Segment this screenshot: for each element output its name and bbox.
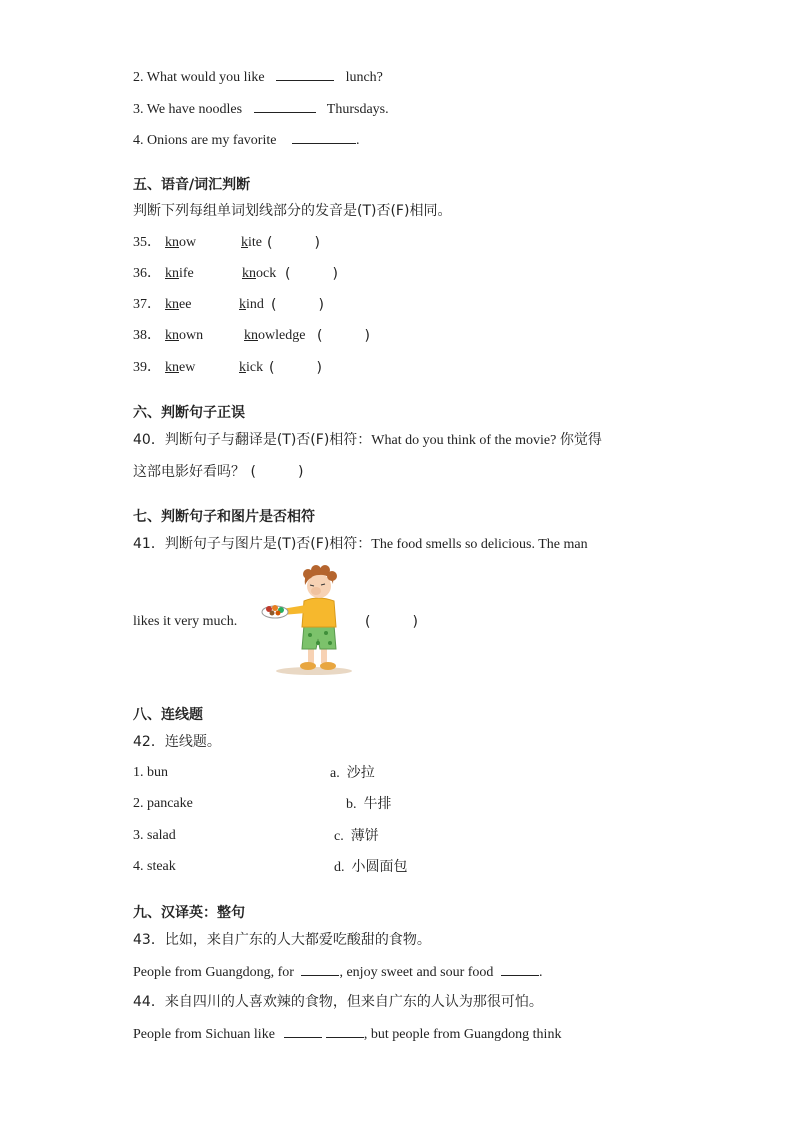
underlined-letters: kn [244, 328, 258, 343]
section-5-instruction: 判断下列每组单词划线部分的发音是(T)否(F)相同。 [133, 203, 452, 219]
answer-parentheses[interactable]: ( ) [271, 297, 324, 313]
question-41-line-1 [133, 534, 588, 555]
question-text: What would you like [146, 70, 265, 85]
sentence-part: , enjoy sweet and sour food [339, 965, 494, 980]
section-9-title: 九、汉译英：整句 [133, 905, 245, 921]
option-word: 小圆面包 [351, 859, 408, 875]
underlined-letters: kn [165, 266, 179, 281]
word-rest: ick [246, 360, 264, 375]
answer-parentheses[interactable]: ( ) [250, 464, 304, 480]
section-5-title: 五、语音/词汇判断 [133, 177, 251, 193]
underlined-letters: k [241, 235, 248, 250]
question-40-line-2 [133, 462, 303, 483]
question-number: 35． [133, 235, 161, 250]
answer-parentheses[interactable]: ( ) [269, 360, 322, 376]
question-translation: 这部电影好看吗？ [133, 464, 245, 480]
question-instruction: 判断句子与翻译是(T)否(F)相符： [164, 432, 372, 448]
sentence-part: . [538, 965, 543, 980]
phonics-item-35 [133, 233, 320, 253]
match-right-b[interactable] [346, 794, 392, 815]
answer-parentheses[interactable]: ( ) [365, 614, 418, 630]
sentence-part: People from Sichuan like [133, 1027, 275, 1042]
question-text: Onions are my favorite [147, 133, 277, 148]
answer-blank[interactable] [501, 961, 539, 976]
option-letter: d. [334, 860, 345, 875]
question-text: We have noodles [146, 102, 243, 117]
answer-blank[interactable] [254, 98, 316, 113]
match-right-c[interactable] [334, 826, 379, 847]
word-rest: ite [248, 235, 262, 250]
question-3 [133, 98, 389, 120]
answer-blank[interactable] [284, 1023, 322, 1038]
question-44-chinese: 44．来自四川的人喜欢辣的食物，但来自广东的人认为那很可怕。 [133, 994, 543, 1010]
option-letter: c. [334, 829, 344, 844]
underlined-letters: kn [165, 297, 179, 312]
question-number: 36． [133, 266, 161, 281]
shoe [300, 662, 316, 670]
question-number: 39． [133, 360, 161, 375]
underlined-letters: kn [165, 360, 179, 375]
word-rest: ock [256, 266, 277, 281]
phonics-item-37 [133, 295, 324, 315]
question-text: . [355, 133, 360, 148]
underlined-letters: kn [165, 235, 179, 250]
shoe [320, 662, 336, 670]
question-number: 3. [133, 102, 144, 117]
section-8-title: 八、连线题 [133, 707, 203, 723]
question-number: 37． [133, 297, 161, 312]
question-number: 40． [133, 432, 165, 448]
option-word: 牛排 [363, 796, 392, 812]
shirt [302, 598, 336, 627]
section-7-title: 七、判断句子和图片是否相符 [133, 509, 315, 525]
match-left-3[interactable]: 3. salad [133, 828, 176, 843]
question-instruction: 判断句子与图片是(T)否(F)相符： [164, 536, 372, 552]
option-word: 薄饼 [350, 828, 379, 844]
option-word: 沙拉 [346, 765, 375, 781]
answer-parentheses[interactable]: ( ) [267, 235, 320, 251]
answer-parentheses[interactable]: ( ) [285, 266, 338, 282]
answer-blank[interactable] [326, 1023, 364, 1038]
underlined-letters: kn [165, 328, 179, 343]
phonics-item-36 [133, 264, 338, 284]
question-number: 38． [133, 328, 161, 343]
word-rest: ee [179, 297, 192, 312]
question-43-chinese: 43．比如，来自广东的人大都爱吃酸甜的食物。 [133, 932, 431, 948]
question-text: lunch? [345, 70, 383, 85]
word-rest: ife [179, 266, 194, 281]
answer-blank[interactable] [292, 129, 356, 144]
question-43-english [133, 961, 542, 983]
phonics-item-38 [133, 326, 370, 346]
question-number: 2. [133, 70, 144, 85]
match-right-d[interactable] [334, 857, 408, 878]
underlined-letters: k [239, 297, 246, 312]
sentence-part: , but people from Guangdong think [363, 1027, 562, 1042]
question-41-line-2: likes it very much. [133, 614, 238, 629]
section-6-title: 六、判断句子正误 [133, 405, 245, 421]
word-rest: ew [179, 360, 196, 375]
question-translation: 你觉得 [559, 432, 602, 448]
question-2 [133, 66, 383, 88]
match-left-1[interactable]: 1. bun [133, 765, 168, 780]
answer-blank[interactable] [276, 66, 334, 81]
sentence-part: People from Guangdong, for [133, 965, 294, 980]
shorts [302, 625, 336, 649]
option-letter: a. [330, 766, 340, 781]
underlined-letters: kn [242, 266, 256, 281]
question-number: 4. [133, 133, 144, 148]
question-42: 42．连线题。 [133, 734, 221, 750]
question-number: 41． [133, 536, 165, 552]
word-rest: ow [179, 235, 197, 250]
question-sentence: The food smells so delicious. The man [371, 537, 588, 552]
question-4 [133, 129, 359, 151]
answer-parentheses[interactable]: ( ) [317, 328, 370, 344]
option-letter: b. [346, 797, 357, 812]
question-44-english [133, 1023, 561, 1045]
question-text: Thursdays. [326, 102, 389, 117]
word-rest: owledge [258, 328, 306, 343]
phonics-item-39 [133, 358, 322, 378]
word-rest: own [179, 328, 204, 343]
question-sentence: What do you think of the movie? [371, 433, 557, 448]
match-left-2[interactable]: 2. pancake [133, 796, 193, 811]
boy-with-food-illustration [258, 565, 358, 677]
answer-blank[interactable] [301, 961, 339, 976]
match-left-4[interactable]: 4. steak [133, 859, 176, 874]
hand [311, 587, 321, 595]
word-rest: ind [246, 297, 264, 312]
underlined-letters: k [239, 360, 246, 375]
question-40-line-1 [133, 430, 602, 451]
match-right-a[interactable] [330, 763, 375, 784]
